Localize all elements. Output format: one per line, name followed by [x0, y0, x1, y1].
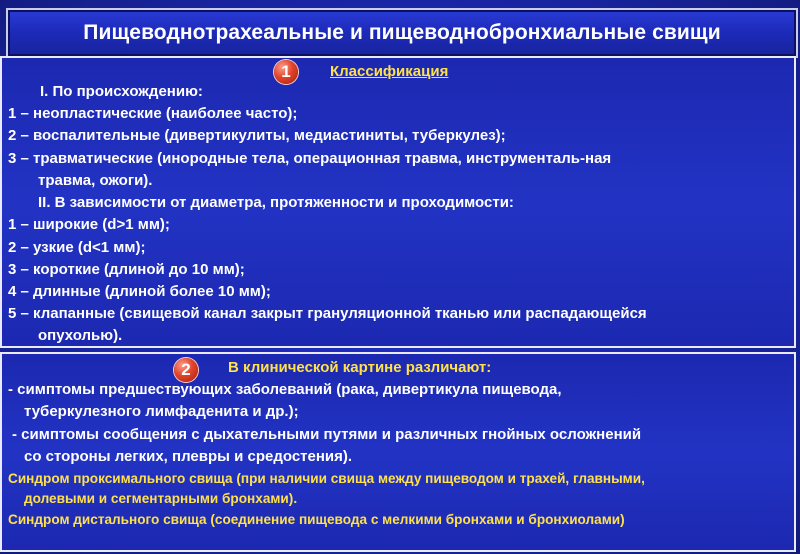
page-title: Пищеводнотрахеальные и пищеводнобронхиальные свищи: [83, 21, 721, 44]
section-number-badge: 1: [274, 60, 298, 84]
section-number-badge: 2: [174, 358, 198, 382]
list-item: - симптомы сообщения с дыхательными путями и различных гнойных осложнений: [12, 426, 642, 443]
list-item: 2 – воспалительные (дивертикулиты, медиастиниты, туберкулез);: [8, 127, 506, 144]
section-heading: В клинической картине различают:: [228, 359, 492, 376]
clinical-picture-panel: [0, 352, 796, 552]
list-item: 1 – широкие (d>1 мм);: [8, 216, 170, 233]
list-item: 2 – узкие (d<1 мм);: [8, 239, 146, 256]
list-item: туберкулезного лимфаденита и др.);: [24, 403, 299, 420]
list-item: 3 – травматические (инородные тела, операционная травма, инструменталь-ная: [8, 150, 612, 167]
list-item: 3 – короткие (длиной до 10 мм);: [8, 261, 245, 278]
list-item: Синдром дистального свища (соединение пищевода с мелкими бронхами и бронхиолами): [8, 512, 625, 527]
section-heading: Классификация: [330, 63, 449, 80]
list-item: 1 – неопластические (наиболее часто);: [8, 105, 298, 122]
classification-panel: [0, 56, 796, 348]
list-item: травма, ожоги).: [38, 172, 153, 189]
list-item: - симптомы предшествующих заболеваний (рака, дивертикула пищевода,: [8, 381, 562, 398]
title-bar: [6, 8, 798, 58]
list-item: 5 – клапанные (свищевой канал закрыт грануляционной тканью или распадающейся: [8, 305, 647, 322]
list-item: II. В зависимости от диаметра, протяженности и проходимости:: [38, 194, 514, 211]
list-item: со стороны легких, плевры и средостения).: [24, 448, 353, 465]
list-item: долевыми и сегментарными бронхами).: [24, 491, 298, 506]
list-item: опухолью).: [38, 327, 123, 344]
list-item: I. По происхождению:: [40, 83, 203, 100]
list-item: 4 – длинные (длиной более 10 мм);: [8, 283, 271, 300]
list-item: Синдром проксимального свища (при наличии свища между пищеводом и трахей, главными,: [8, 471, 645, 486]
